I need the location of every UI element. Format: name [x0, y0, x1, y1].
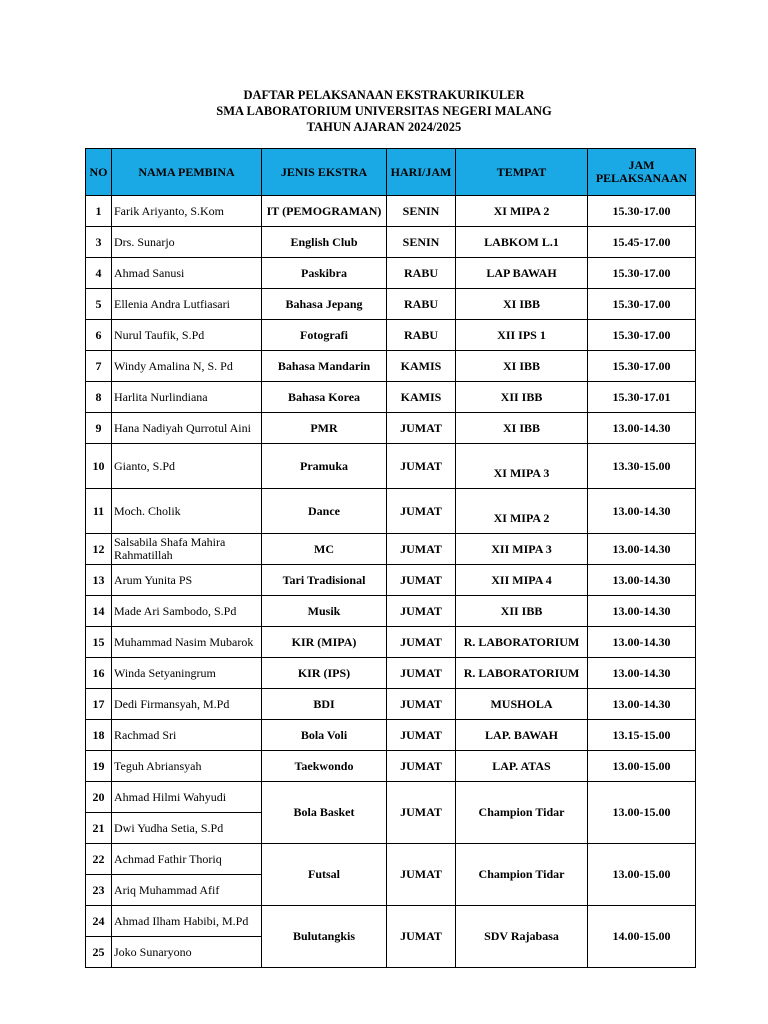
table-row [86, 413, 696, 444]
row-jam: 13.00-14.30 [588, 627, 696, 658]
row-jam: 15.30-17.00 [588, 289, 696, 320]
row-tempat: LAP BAWAH [456, 258, 588, 289]
row-no: 6 [86, 320, 112, 351]
row-jam: 13.00-14.30 [588, 413, 696, 444]
row-jam: 15.30-17.00 [588, 320, 696, 351]
row-tempat: Champion Tidar [456, 782, 588, 844]
schedule-table [85, 148, 696, 968]
row-hari: JUMAT [387, 751, 456, 782]
table-row [86, 906, 696, 937]
table-row [86, 627, 696, 658]
row-nama-pembina: Arum Yunita PS [112, 565, 262, 596]
table-row [86, 258, 696, 289]
row-jam: 15.30-17.01 [588, 382, 696, 413]
row-nama-pembina: Dwi Yudha Setia, S.Pd [112, 813, 262, 844]
row-nama-pembina: Hana Nadiyah Qurrotul Aini [112, 413, 262, 444]
row-jenis-ekstra: Bahasa Mandarin [262, 351, 387, 382]
row-nama-pembina: Ellenia Andra Lutfiasari [112, 289, 262, 320]
row-nama-pembina: Teguh Abriansyah [112, 751, 262, 782]
row-no: 1 [86, 196, 112, 227]
row-jenis-ekstra: Pramuka [262, 444, 387, 489]
row-nama-pembina: Ahmad Ilham Habibi, M.Pd [112, 906, 262, 937]
row-no: 7 [86, 351, 112, 382]
row-nama-pembina: Drs. Sunarjo [112, 227, 262, 258]
row-nama-pembina: Dedi Firmansyah, M.Pd [112, 689, 262, 720]
table-row [86, 596, 696, 627]
row-hari: JUMAT [387, 444, 456, 489]
row-tempat: XI MIPA 2 [456, 196, 588, 227]
row-tempat: XII IPS 1 [456, 320, 588, 351]
row-no: 4 [86, 258, 112, 289]
row-tempat: LAP. ATAS [456, 751, 588, 782]
table-row [86, 196, 696, 227]
row-no: 12 [86, 534, 112, 565]
row-jenis-ekstra: Futsal [262, 844, 387, 906]
row-jenis-ekstra: KIR (IPS) [262, 658, 387, 689]
table-body [86, 196, 696, 968]
row-hari: JUMAT [387, 565, 456, 596]
row-jam: 13.00-15.00 [588, 782, 696, 844]
row-hari: JUMAT [387, 489, 456, 534]
row-hari: RABU [387, 320, 456, 351]
row-hari: JUMAT [387, 906, 456, 968]
row-no: 3 [86, 227, 112, 258]
title-line-2: SMA LABORATORIUM UNIVERSITAS NEGERI MALANG [216, 104, 552, 118]
row-jenis-ekstra: Bulutangkis [262, 906, 387, 968]
row-hari: JUMAT [387, 596, 456, 627]
table-row [86, 658, 696, 689]
row-jam: 13.00-14.30 [588, 565, 696, 596]
column-header-no: NO [86, 149, 112, 196]
table-row [86, 720, 696, 751]
row-jam: 15.30-17.00 [588, 196, 696, 227]
row-nama-pembina: Moch. Cholik [112, 489, 262, 534]
row-jenis-ekstra: Bola Voli [262, 720, 387, 751]
column-header-hari: HARI/JAM [387, 149, 456, 196]
row-jenis-ekstra: Tari Tradisional [262, 565, 387, 596]
row-jam: 13.00-15.00 [588, 751, 696, 782]
row-no: 5 [86, 289, 112, 320]
row-hari: JUMAT [387, 844, 456, 906]
row-jam: 13.00-14.30 [588, 658, 696, 689]
row-jenis-ekstra: PMR [262, 413, 387, 444]
title-line-3: TAHUN AJARAN 2024/2025 [306, 120, 462, 134]
table-row [86, 844, 696, 875]
column-header-jam: JAM PELAKSANAAN [588, 149, 696, 196]
table-header-row [86, 149, 696, 196]
row-tempat: XI MIPA 2 [456, 489, 588, 534]
row-tempat: XII IBB [456, 382, 588, 413]
table-row [86, 320, 696, 351]
row-no: 23 [86, 875, 112, 906]
row-no: 13 [86, 565, 112, 596]
row-no: 24 [86, 906, 112, 937]
row-nama-pembina: Ahmad Hilmi Wahyudi [112, 782, 262, 813]
row-nama-pembina: Harlita Nurlindiana [112, 382, 262, 413]
row-nama-pembina: Winda Setyaningrum [112, 658, 262, 689]
row-no: 25 [86, 937, 112, 968]
row-hari: JUMAT [387, 627, 456, 658]
row-tempat: Champion Tidar [456, 844, 588, 906]
row-hari: JUMAT [387, 534, 456, 565]
table-row [86, 689, 696, 720]
row-tempat: LAP. BAWAH [456, 720, 588, 751]
row-no: 19 [86, 751, 112, 782]
table-row [86, 382, 696, 413]
row-hari: SENIN [387, 227, 456, 258]
row-no: 16 [86, 658, 112, 689]
row-nama-pembina: Nurul Taufik, S.Pd [112, 320, 262, 351]
row-hari: KAMIS [387, 382, 456, 413]
title-line-1: DAFTAR PELAKSANAAN EKSTRAKURIKULER [243, 88, 525, 102]
row-hari: SENIN [387, 196, 456, 227]
row-nama-pembina: Farik Ariyanto, S.Kom [112, 196, 262, 227]
row-jam: 13.00-14.30 [588, 489, 696, 534]
row-jenis-ekstra: BDI [262, 689, 387, 720]
document-title [0, 87, 768, 135]
row-jam: 15.45-17.00 [588, 227, 696, 258]
row-jenis-ekstra: Bahasa Jepang [262, 289, 387, 320]
row-no: 20 [86, 782, 112, 813]
row-jam: 14.00-15.00 [588, 906, 696, 968]
row-nama-pembina: Made Ari Sambodo, S.Pd [112, 596, 262, 627]
row-jenis-ekstra: Dance [262, 489, 387, 534]
row-tempat: MUSHOLA [456, 689, 588, 720]
table-row [86, 351, 696, 382]
row-nama-pembina: Muhammad Nasim Mubarok [112, 627, 262, 658]
row-jenis-ekstra: Taekwondo [262, 751, 387, 782]
column-header-tempat: TEMPAT [456, 149, 588, 196]
row-tempat: XII MIPA 4 [456, 565, 588, 596]
row-jam: 13.00-14.30 [588, 534, 696, 565]
row-tempat: XI MIPA 3 [456, 444, 588, 489]
row-tempat: R. LABORATORIUM [456, 658, 588, 689]
row-no: 21 [86, 813, 112, 844]
row-jam: 13.00-14.30 [588, 689, 696, 720]
row-no: 15 [86, 627, 112, 658]
column-header-jenis: JENIS EKSTRA [262, 149, 387, 196]
row-hari: JUMAT [387, 413, 456, 444]
column-header-nama: NAMA PEMBINA [112, 149, 262, 196]
row-no: 10 [86, 444, 112, 489]
row-no: 22 [86, 844, 112, 875]
row-no: 18 [86, 720, 112, 751]
row-nama-pembina: Joko Sunaryono [112, 937, 262, 968]
row-nama-pembina: Windy Amalina N, S. Pd [112, 351, 262, 382]
row-nama-pembina: Achmad Fathir Thoriq [112, 844, 262, 875]
row-tempat: XI IBB [456, 289, 588, 320]
row-nama-pembina: Ahmad Sanusi [112, 258, 262, 289]
row-jam: 15.30-17.00 [588, 351, 696, 382]
row-no: 14 [86, 596, 112, 627]
table-row [86, 489, 696, 534]
row-nama-pembina: Rachmad Sri [112, 720, 262, 751]
row-jenis-ekstra: English Club [262, 227, 387, 258]
row-jam: 13.00-15.00 [588, 844, 696, 906]
row-tempat: XII MIPA 3 [456, 534, 588, 565]
row-tempat: LABKOM L.1 [456, 227, 588, 258]
row-hari: JUMAT [387, 658, 456, 689]
row-tempat: XI IBB [456, 413, 588, 444]
row-hari: RABU [387, 289, 456, 320]
row-tempat: SDV Rajabasa [456, 906, 588, 968]
row-jenis-ekstra: KIR (MIPA) [262, 627, 387, 658]
row-hari: KAMIS [387, 351, 456, 382]
row-tempat: R. LABORATORIUM [456, 627, 588, 658]
table-row [86, 289, 696, 320]
table-row [86, 534, 696, 565]
row-hari: JUMAT [387, 782, 456, 844]
table-row [86, 565, 696, 596]
row-jenis-ekstra: Fotografi [262, 320, 387, 351]
row-nama-pembina: Ariq Muhammad Afif [112, 875, 262, 906]
row-jam: 13.30-15.00 [588, 444, 696, 489]
table-row [86, 782, 696, 813]
table-row [86, 227, 696, 258]
table-row [86, 444, 696, 489]
row-tempat: XII IBB [456, 596, 588, 627]
row-jenis-ekstra: IT (PEMOGRAMAN) [262, 196, 387, 227]
row-jenis-ekstra: MC [262, 534, 387, 565]
row-tempat: XI IBB [456, 351, 588, 382]
row-jenis-ekstra: Bahasa Korea [262, 382, 387, 413]
row-no: 17 [86, 689, 112, 720]
row-no: 8 [86, 382, 112, 413]
row-jam: 15.30-17.00 [588, 258, 696, 289]
row-no: 9 [86, 413, 112, 444]
table-row [86, 751, 696, 782]
row-hari: JUMAT [387, 689, 456, 720]
row-jam: 13.00-14.30 [588, 596, 696, 627]
row-hari: JUMAT [387, 720, 456, 751]
row-nama-pembina: Salsabila Shafa Mahira Rahmatillah [112, 534, 262, 565]
row-jam: 13.15-15.00 [588, 720, 696, 751]
row-jenis-ekstra: Paskibra [262, 258, 387, 289]
row-jenis-ekstra: Bola Basket [262, 782, 387, 844]
row-hari: RABU [387, 258, 456, 289]
row-no: 11 [86, 489, 112, 534]
row-jenis-ekstra: Musik [262, 596, 387, 627]
row-nama-pembina: Gianto, S.Pd [112, 444, 262, 489]
